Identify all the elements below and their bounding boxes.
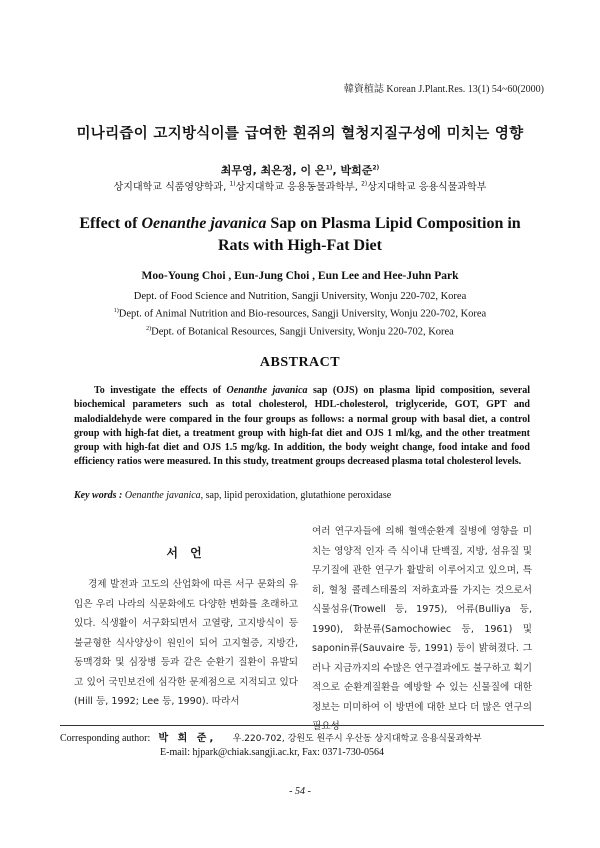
korean-authors-part1: 최무영, 최은정, 이 은 [220,164,326,177]
english-affiliations [0,290,600,339]
keywords-rest: , sap, lipid peroxidation, glutathione peroxidase [200,490,392,501]
english-title-pre: Effect of [79,215,142,232]
english-title-species: Oenanthe javanica [141,215,267,232]
corr-address: 우.220-702, 강원도 원주시 우산동 상지대학교 응용식물과학부 [232,734,482,744]
keywords-species: Oenanthe javanica [124,490,201,501]
corr-line [60,732,560,746]
page-number: - 54 - [289,786,311,797]
english-title-line2: Rats with High-Fat Diet [218,237,382,254]
corr-email: E-mail: hjpark@chiak.sangji.ac.kr, Fax: 0371-730-0564 [160,747,385,758]
english-affil-2: Dept. of Animal Nutrition and Bio-resources, Sangji University, Wonju 220-702, Korea [118,308,487,320]
korean-title: 미나리즙이 고지방식이를 급여한 흰쥐의 혈청지질구성에 미치는 영향 [76,126,524,142]
corr-name: 박 희 준, [158,733,217,744]
english-title [0,213,600,257]
korean-authors-part2: , 박희준 [332,164,373,177]
abstract-species: Oenanthe javanica [226,385,308,396]
abstract-text-1: To investigate the effects of [94,385,227,396]
korean-affil-part1: 상지대학교 식품영양학과, [113,182,227,193]
keywords [74,490,530,501]
korean-affil-sup1: 1) [229,180,236,188]
korean-authors-sup1: 1) [325,164,333,172]
body-right-column: 여러 연구자들에 의해 혈액순환계 질병에 영향을 미치는 영양적 인자 즉 식이내 단백질, 지방, 섬유질 및 무기질에 관한 연구가 활발히 이루어지고 있으며, 특히, 혈청 콜레스테롤의 저하효과를 가지는 것으로서 식물섬유(Trowell 등, 1975), 어류(Bulliya 등, 1990), 화분류(Samochowiec 등, 1961) 및 saponin류(Sauvaire 등, 1991) 등이 밝혀졌다. 그러나 지금까지의 수많은 연구결과에도 불구하고 획기적으로 순환계질환을 예방할 수 있는 신물질에 대한 정보는 미미하여 이 방면에 대한 보다 더 많은 연구의 필요성 [312,526,532,732]
english-affil-3-sup: 2) [146,325,152,332]
footnote-divider [60,725,544,726]
english-authors: Moo-Young Choi , Eun-Jung Choi , Eun Lee and Hee-Juhn Park [141,270,459,282]
english-affil-2-sup: 1) [113,308,119,314]
korean-affiliation [0,178,600,193]
abstract-text-2: sap (OJS) on plasma lipid composition, several biochemical parameters such as total cholesterol, HDL-cholesterol, triglyceride, GOT, GPT and malodialdehyde were compared in the four groups as follows: a normal group with basal diet, a control group with high-fat diet, a treatment group with high-fat diet and OJS 1 ml/kg, and the other treatment group with high-fat diet and OJS 1.5 mg/kg. In addition, the body weight change, food intake and food efficiency ratios were measured. In this study, treatment groups decreased plasma total cholesterol levels. [74,385,530,468]
abstract-body [74,384,530,470]
english-affil-2-line [0,304,600,322]
body-left-column: 경제 발전과 고도의 산업화에 따른 서구 문화의 유입은 우리 나라의 식문화에도 다양한 변화를 초래하고 있다. 식생활이 서구화되면서 고열량, 고지방식이 등 불균형한 식사양상이 원인이 되어 고지혈증, 지방간, 동맥경화 및 심장병 등과 같은 순환기 질환이 유발되고 있어 국민보건에 심각한 문제점으로 지적되고 있다(Hill 등, 1992; Lee 등, 1990). 따라서 [74,579,298,707]
corresponding-author-footnote [60,732,560,759]
corr-label: Corresponding author: [60,733,151,744]
korean-authors-sup2: 2) [372,164,380,172]
korean-affil-part2: 상지대학교 응용동물과학부, [235,182,358,193]
english-affil-1: Dept. of Food Science and Nutrition, Sangji University, Wonju 220-702, Korea [133,291,467,302]
english-affil-3-line [0,322,600,340]
korean-authors [0,162,600,178]
abstract-heading: ABSTRACT [259,355,341,370]
korean-affil-sup2: 2) [361,180,368,188]
korean-affil-part3: 상지대학교 응용식물과학부 [367,182,487,193]
journal-citation: 韓資植誌 Korean J.Plant.Res. 13(1) 54~60(2000) [343,84,544,95]
english-affil-3: Dept. of Botanical Resources, Sangji University, Wonju 220-702, Korea [151,326,454,337]
section-heading-introduction: 서 언 [166,546,206,560]
keywords-label: Key words : [74,490,123,501]
english-title-post: Sap on Plasma Lipid Composition in [266,215,521,232]
